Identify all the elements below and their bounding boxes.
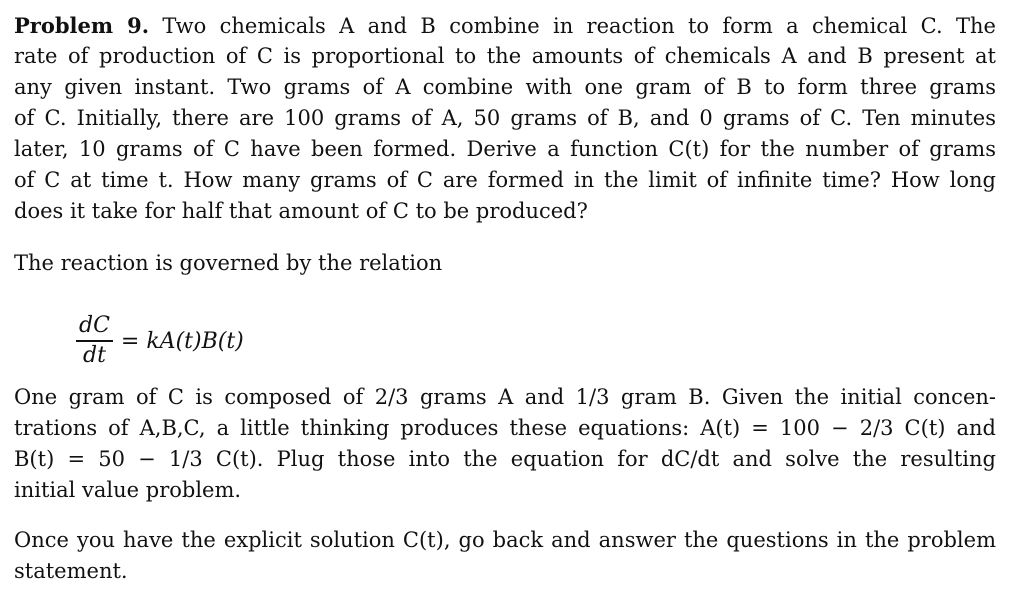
problem-line-1 — [14, 10, 996, 42]
problem-line-6: of C at time t. How many grams of C are formed in the limit of infinite time? How long — [14, 168, 996, 192]
problem-line-7: does it take for half that amount of C to be produced? — [14, 199, 588, 223]
closing-line-2: statement. — [14, 559, 128, 583]
explanation-line-4: initial value problem. — [14, 478, 242, 502]
problem-label: Problem 9. — [14, 13, 150, 38]
equation-rhs: = kA(t)B(t) — [120, 328, 244, 354]
problem-line-3: any given instant. Two grams of A combine with one gram of B to form three grams — [14, 75, 996, 99]
explanation-line-1: One gram of C is composed of 2/3 grams A and 1/3 gram B. Given the initial concen- — [14, 385, 996, 409]
problem-line-5: later, 10 grams of C have been formed. Derive a function C(t) for the number of grams — [14, 137, 996, 161]
explanation-line-3: B(t) = 50 − 1/3 C(t). Plug those into the equation for dC/dt and solve the resulting — [14, 447, 996, 471]
problem-text-line-1: Two chemicals A and B combine in reaction to form a chemical C. The — [162, 14, 996, 38]
problem-line-2: rate of production of C is proportional to the amounts of chemicals A and B present at — [14, 44, 996, 68]
closing-line-1: Once you have the explicit solution C(t), go back and answer the questions in the problem — [14, 528, 996, 552]
rate-equation — [76, 306, 244, 376]
fraction-numerator: dC — [79, 313, 110, 339]
explanation-line-2: trations of A,B,C, a little thinking produces these equations: A(t) = 100 − 2/3 C(t) and — [14, 416, 996, 440]
relation-intro: The reaction is governed by the relation — [14, 251, 443, 275]
problem-line-4: of C. Initially, there are 100 grams of A, 50 grams of B, and 0 grams of C. Ten minutes — [14, 106, 996, 130]
fraction-denominator: dt — [82, 342, 106, 368]
derivative-fraction — [76, 312, 113, 370]
